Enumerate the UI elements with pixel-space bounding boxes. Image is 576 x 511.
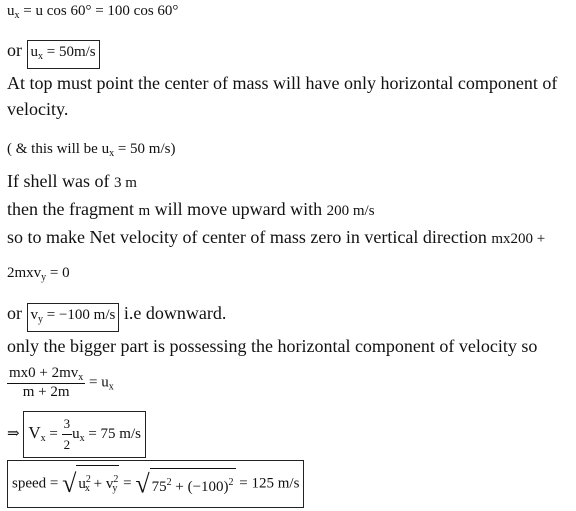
paragraph-bigger-part: only the bigger part is possessing the horizontal component of velocity so bbox=[7, 336, 538, 356]
equals: = bbox=[45, 425, 62, 442]
text-mid: will move upward with bbox=[150, 199, 327, 219]
sqrt-1 bbox=[62, 465, 119, 503]
result-value: = 75 m/s bbox=[84, 425, 141, 442]
symbol-u: u bbox=[78, 476, 86, 492]
equation-fraction bbox=[7, 365, 114, 401]
boxed-vy-result bbox=[7, 303, 226, 332]
subscript-y: y bbox=[112, 483, 118, 494]
denominator: 2 bbox=[63, 437, 71, 452]
boxed-speed-result bbox=[7, 460, 304, 508]
paragraph-top-point: At top must point the center of mass will have only horizontal component of bbox=[7, 73, 558, 93]
radicand-2 bbox=[150, 468, 236, 501]
paragraph-net-velocity bbox=[7, 227, 545, 248]
text: If shell was of bbox=[7, 171, 114, 191]
paragraph-velocity: velocity. bbox=[7, 99, 69, 119]
equation-vy bbox=[7, 265, 70, 283]
symbol-u: u bbox=[72, 425, 80, 442]
fraction-3-2 bbox=[62, 414, 73, 455]
expr-b: = 0 bbox=[46, 265, 70, 281]
equals-u: = u bbox=[85, 374, 109, 391]
subscript-y: y bbox=[41, 272, 47, 283]
mass-symbol: m bbox=[138, 203, 151, 219]
final-value: = 125 m/s bbox=[235, 475, 300, 492]
value-75: 75 bbox=[151, 478, 167, 495]
subscript-x: x bbox=[108, 381, 114, 393]
superscript-2: 2 bbox=[85, 474, 91, 485]
denominator: m + 2m bbox=[22, 384, 70, 400]
radicand-1 bbox=[76, 465, 119, 503]
text: then the fragment bbox=[7, 199, 139, 219]
plus-v: + v bbox=[89, 476, 114, 492]
speed-label: speed = bbox=[12, 475, 63, 492]
value-minus-100: + (−100) bbox=[171, 478, 229, 495]
paragraph-shell-mass bbox=[7, 171, 137, 192]
result-box bbox=[7, 460, 304, 508]
result-box bbox=[27, 303, 120, 332]
subscript-x: x bbox=[14, 10, 20, 21]
subscript-x: x bbox=[40, 432, 46, 444]
radical-sign: √ bbox=[135, 469, 150, 498]
result-value: = 50m/s bbox=[43, 44, 96, 60]
result-value: = −100 m/s bbox=[43, 307, 116, 323]
subscript-x: x bbox=[109, 148, 115, 159]
equation-Vx bbox=[7, 411, 146, 458]
superscript-2: 2 bbox=[166, 476, 172, 488]
numerator: 3 bbox=[62, 414, 73, 435]
symbol-v: v bbox=[30, 307, 38, 323]
superscript-2: 2 bbox=[228, 476, 234, 488]
equation-text: = u cos 60° = 100 cos 60° bbox=[19, 3, 179, 19]
symbol-V: V bbox=[28, 422, 41, 442]
note-rest: = 50 m/s) bbox=[114, 141, 176, 157]
symbol-u: u bbox=[7, 3, 15, 19]
text: so to make Net velocity of center of mass zero in vertical direction bbox=[7, 227, 492, 247]
mass-value: 3 m bbox=[113, 175, 137, 191]
superscript-2: 2 bbox=[113, 474, 119, 485]
equation-ux-definition bbox=[7, 3, 178, 21]
radical-sign: √ bbox=[62, 469, 77, 498]
subscript-x: x bbox=[38, 51, 43, 62]
downward-text: i.e downward. bbox=[119, 303, 227, 323]
paragraph-fragment bbox=[7, 199, 375, 220]
expression: mx200 + bbox=[491, 231, 546, 247]
expr-a: 2mxv bbox=[7, 265, 42, 281]
or-label: or bbox=[7, 40, 27, 60]
result-box bbox=[23, 411, 146, 458]
result-box bbox=[27, 40, 100, 69]
implies-arrow: ⇒ bbox=[7, 425, 24, 442]
subscript-x: x bbox=[78, 372, 84, 383]
boxed-ux-result bbox=[7, 40, 100, 69]
symbol-u: u bbox=[30, 44, 38, 60]
fraction bbox=[7, 365, 85, 401]
equals: = bbox=[119, 475, 136, 492]
num-text: mx0 + 2mv bbox=[9, 365, 79, 381]
sqrt-2 bbox=[135, 468, 235, 501]
speed-value: 200 m/s bbox=[326, 203, 375, 219]
note-open: ( & this will be u bbox=[7, 141, 110, 157]
subscript-y: y bbox=[38, 314, 43, 325]
numerator bbox=[7, 365, 85, 384]
subscript-x: x bbox=[79, 432, 85, 444]
note-ux-value bbox=[7, 141, 175, 159]
or-label: or bbox=[7, 303, 27, 323]
subscript-x: x bbox=[84, 483, 90, 494]
